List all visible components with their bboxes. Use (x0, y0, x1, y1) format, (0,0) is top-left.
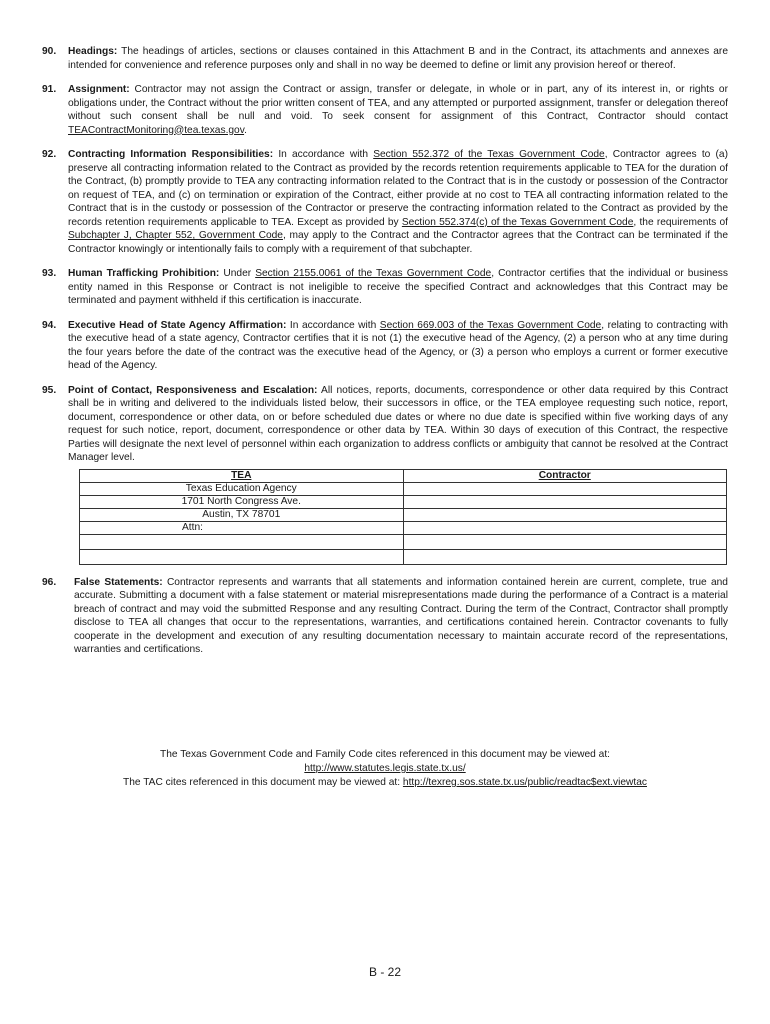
item-number: 93. (42, 268, 57, 279)
contractor-cell (403, 549, 727, 564)
item-number: 90. (42, 46, 57, 57)
item-text: , relating to contracting with the executive head of a state agency, Contractor certifies that it is not (1) the executive head of the Agency, (2) a person who at any time during the four years before the date of the contract was the executive head of the Agency, or (3) a person who employs a current or former executive head of the Agency. (68, 319, 728, 371)
texreg-link[interactable]: http://texreg.sos.state.tx.us/public/readtac$ext.viewtac (402, 777, 647, 788)
tea-cell: Texas Education Agency (80, 482, 404, 495)
item-heading: Executive Head of State Agency Affirmation: (68, 319, 287, 331)
statute-link[interactable]: Section 669.003 of the Texas Government Code (379, 319, 602, 331)
item-heading: False Statements: (74, 576, 163, 588)
contractor-cell (403, 482, 727, 495)
item-number: 95. (42, 384, 57, 396)
table-row (80, 534, 727, 549)
item-text: Contractor represents and warrants that all statements and information contained herein are current, complete, true and accurate. Submitting a document with a false statement or material misrepresentations made during the performance of a Contract is a material breach of contract and may void the submitted Response and any resulting Contract. During the term of the Contract, Contractor shall promptly disclose to TEA all changes that occur to the representations, warranties, and certifications contained herein. Contractor covenants to fully cooperate in the development and execution of any resulting documentation necessary to maintain accurate record of the representations, warranties and certifications. (74, 576, 728, 655)
section-96-false-statements (42, 576, 728, 657)
item-number: 92. (42, 149, 57, 160)
table-row (80, 549, 727, 564)
item-text: Under (223, 268, 256, 279)
item-text: . (244, 124, 247, 136)
item-text: In accordance with (289, 319, 380, 331)
section-95-point-of-contact (42, 384, 728, 465)
statute-link[interactable]: Subchapter J, Chapter 552, Government Code (68, 230, 283, 241)
item-heading: Headings: (68, 46, 118, 57)
contractor-cell (403, 534, 727, 549)
section-90-headings (42, 45, 728, 72)
section-91-assignment (42, 83, 728, 137)
tea-cell: Austin, TX 78701 (80, 508, 404, 521)
contractor-column-header: Contractor (403, 469, 727, 482)
contractor-cell (403, 495, 727, 508)
tea-column-header: TEA (80, 469, 404, 482)
tea-cell: 1701 North Congress Ave. (80, 495, 404, 508)
item-text: All notices, reports, documents, correspondence or other data required by this Contract shall be in writing and delivered to the individuals listed below, their successors in office, or the TEA employee requesting such notice, report, document, correspondence or other data, on or before scheduled due dates or where no due date is specified within five working days of any request for such notice, report, document, correspondence or other data by TEA. Within 30 days of execution of this Contract, the respective Parties will designate the next level of personnel within each organization to address conflicts or ambiguity that cannot be resolved at the Contract Manager level. (68, 384, 728, 463)
statutes-link[interactable]: http://www.statutes.legis.state.tx.us/ (304, 763, 466, 774)
contact-table (79, 469, 727, 565)
contractor-cell (403, 508, 727, 521)
statute-link[interactable]: Section 552.374(c) of the Texas Government Code (401, 216, 634, 228)
document-body (42, 45, 728, 668)
table-row (80, 508, 727, 521)
item-text: Contractor may not assign the Contract or assign, transfer or delegate, in whole or in part, any of its interest in, or rights or obligations under, the Contract without the prior written consent of TEA, and any attempted or purported assignment, transfer or delegation thereof without such consent shall be null and void. To seek consent for assignment of this Contract, Contractor should contact (68, 84, 728, 122)
statute-link[interactable]: Section 2155.0061 of the Texas Government Code (255, 268, 492, 279)
item-number: 96. (42, 576, 57, 588)
table-row (80, 469, 727, 482)
table-row (80, 495, 727, 508)
tea-cell (80, 549, 404, 564)
footer-line: The Texas Government Code and Family Code cites referenced in this document may be viewed at: (160, 749, 610, 760)
page-number: B - 22 (368, 965, 401, 979)
item-heading: Assignment: (68, 84, 130, 95)
footer-line: The TAC cites referenced in this document may be viewed at: (123, 777, 403, 788)
item-text: , may apply to the Contract and the Contractor agrees that the Contract can be terminated if the Contractor knowingly or intentionally fails to comply with a requirement of that subchapter. (68, 230, 728, 255)
item-text: In accordance with (278, 149, 374, 160)
item-text: The headings of articles, sections or clauses contained in this Attachment B and in the Contract, its attachments and annexes are intended for convenience and reference purposes only and shall in no way be deemed to define or limit any provision hereof or thereof. (68, 46, 728, 71)
footer-references (42, 748, 728, 790)
section-94-executive-head (42, 319, 728, 373)
item-text: , Contractor certifies that the individual or business entity named in this Response or Contract is not ineligible to receive the specified Contract and acknowledges that this Contract may be terminated and payment withheld if this certification is inaccurate. (68, 268, 728, 306)
item-text: , the requirements of (633, 216, 728, 228)
item-number: 91. (42, 84, 57, 95)
item-heading: Contracting Information Responsibilities: (68, 149, 274, 160)
item-heading: Human Trafficking Prohibition: (68, 268, 220, 279)
contractor-cell (403, 521, 727, 534)
table-row (80, 521, 727, 534)
section-93-human-trafficking (42, 267, 728, 308)
item-number: 94. (42, 319, 57, 331)
contract-monitoring-email-link[interactable]: TEAContractMonitoring@tea.texas.gov (68, 124, 245, 136)
tea-cell-attn: Attn: (80, 521, 404, 534)
item-heading: Point of Contact, Responsiveness and Escalation: (68, 384, 318, 396)
statute-link[interactable]: Section 552.372 of the Texas Government Code (373, 149, 605, 160)
tea-cell (80, 534, 404, 549)
section-92-contracting-information (42, 148, 728, 256)
item-text: , Contractor agrees to (a) preserve all contracting information related to the Contract as provided by the records retention requirements applicable to TEA for the duration of the Contract, (b) promptly provide to TEA any contracting information related to the Contract that is in the custody or possession of the Contractor on request of TEA, and (c) on termination or expiration of the Contract, either provide at no cost to TEA all contracting information related to the Contract that is in the custody or possession of the Contractor or preserve the contracting information related to the Contract as provided by the records retention requirements applicable to TEA. Except as provided by (68, 149, 728, 228)
table-row (80, 482, 727, 495)
